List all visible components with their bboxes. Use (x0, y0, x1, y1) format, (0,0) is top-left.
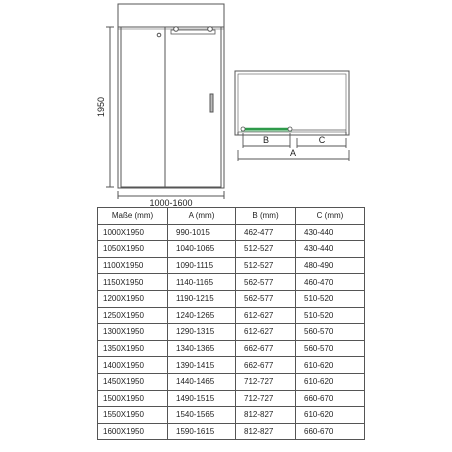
cell-a: 1040-1065 (168, 241, 236, 258)
cell-size: 1450X1950 (98, 373, 168, 390)
cell-b: 712-727 (236, 390, 296, 407)
track-stop-left (241, 127, 245, 131)
table-row (98, 357, 365, 374)
cell-a: 1140-1165 (168, 274, 236, 291)
cell-size: 1600X1950 (98, 423, 168, 440)
dimension-c-label: C (318, 135, 326, 145)
cell-size: 1300X1950 (98, 324, 168, 341)
cell-b: 612-627 (236, 324, 296, 341)
cell-size: 1550X1950 (98, 407, 168, 424)
dimensions-table (97, 207, 365, 440)
cell-a: 1290-1315 (168, 324, 236, 341)
cell-c: 430-440 (296, 241, 365, 258)
glass-clip (157, 33, 161, 37)
width-label: 1000-1600 (149, 198, 193, 208)
cell-a: 1090-1115 (168, 257, 236, 274)
cell-c: 610-620 (296, 357, 365, 374)
cell-size: 1400X1950 (98, 357, 168, 374)
track-stop-right (288, 127, 292, 131)
roller-left (174, 27, 179, 32)
column-header-size: Maße (mm) (98, 208, 168, 225)
fixed-glass-panel (121, 27, 165, 187)
cell-b: 512-527 (236, 257, 296, 274)
cell-size: 1250X1950 (98, 307, 168, 324)
table-row (98, 324, 365, 341)
cell-size: 1500X1950 (98, 390, 168, 407)
cell-b: 712-727 (236, 373, 296, 390)
cell-b: 462-477 (236, 224, 296, 241)
cell-c: 660-670 (296, 390, 365, 407)
cell-size: 1050X1950 (98, 241, 168, 258)
cell-size: 1100X1950 (98, 257, 168, 274)
top-view-outer (235, 71, 349, 135)
cell-b: 562-577 (236, 274, 296, 291)
table-body (98, 224, 365, 440)
cell-c: 510-520 (296, 307, 365, 324)
dimension-a-label: A (289, 148, 297, 158)
cell-c: 480-490 (296, 257, 365, 274)
table-row (98, 290, 365, 307)
cell-a: 1490-1515 (168, 390, 236, 407)
cell-c: 510-520 (296, 290, 365, 307)
cell-b: 812-827 (236, 423, 296, 440)
cell-size: 1200X1950 (98, 290, 168, 307)
table-row (98, 390, 365, 407)
top-view (235, 71, 349, 135)
table-row (98, 373, 365, 390)
cell-b: 812-827 (236, 407, 296, 424)
cell-a: 1390-1415 (168, 357, 236, 374)
cell-b: 512-527 (236, 241, 296, 258)
table-row (98, 423, 365, 440)
column-header-b: B (mm) (236, 208, 296, 225)
cell-b: 662-677 (236, 340, 296, 357)
cell-c: 660-670 (296, 423, 365, 440)
roller-right (208, 27, 213, 32)
cell-c: 460-470 (296, 274, 365, 291)
cell-a: 990-1015 (168, 224, 236, 241)
height-label: 1950 (96, 96, 106, 118)
table-row (98, 241, 365, 258)
cell-size: 1000X1950 (98, 224, 168, 241)
cell-a: 1540-1565 (168, 407, 236, 424)
table-row (98, 307, 365, 324)
column-header-c: C (mm) (296, 208, 365, 225)
cell-b: 662-677 (236, 357, 296, 374)
table-row (98, 274, 365, 291)
table-header-row (98, 208, 365, 225)
table-row (98, 224, 365, 241)
cell-c: 430-440 (296, 224, 365, 241)
cell-size: 1350X1950 (98, 340, 168, 357)
cell-a: 1340-1365 (168, 340, 236, 357)
table-row (98, 340, 365, 357)
cell-size: 1150X1950 (98, 274, 168, 291)
cell-c: 560-570 (296, 340, 365, 357)
cell-c: 560-570 (296, 324, 365, 341)
dimension-b-label: B (262, 135, 270, 145)
cell-b: 612-627 (236, 307, 296, 324)
top-view-inner (238, 74, 346, 132)
door-handle (210, 94, 213, 112)
cell-a: 1190-1215 (168, 290, 236, 307)
front-view (106, 4, 224, 199)
cell-a: 1590-1615 (168, 423, 236, 440)
table-row (98, 407, 365, 424)
cell-c: 610-620 (296, 373, 365, 390)
cell-a: 1440-1465 (168, 373, 236, 390)
table-row (98, 257, 365, 274)
column-header-a: A (mm) (168, 208, 236, 225)
cell-a: 1240-1265 (168, 307, 236, 324)
cell-c: 610-620 (296, 407, 365, 424)
cell-b: 562-577 (236, 290, 296, 307)
